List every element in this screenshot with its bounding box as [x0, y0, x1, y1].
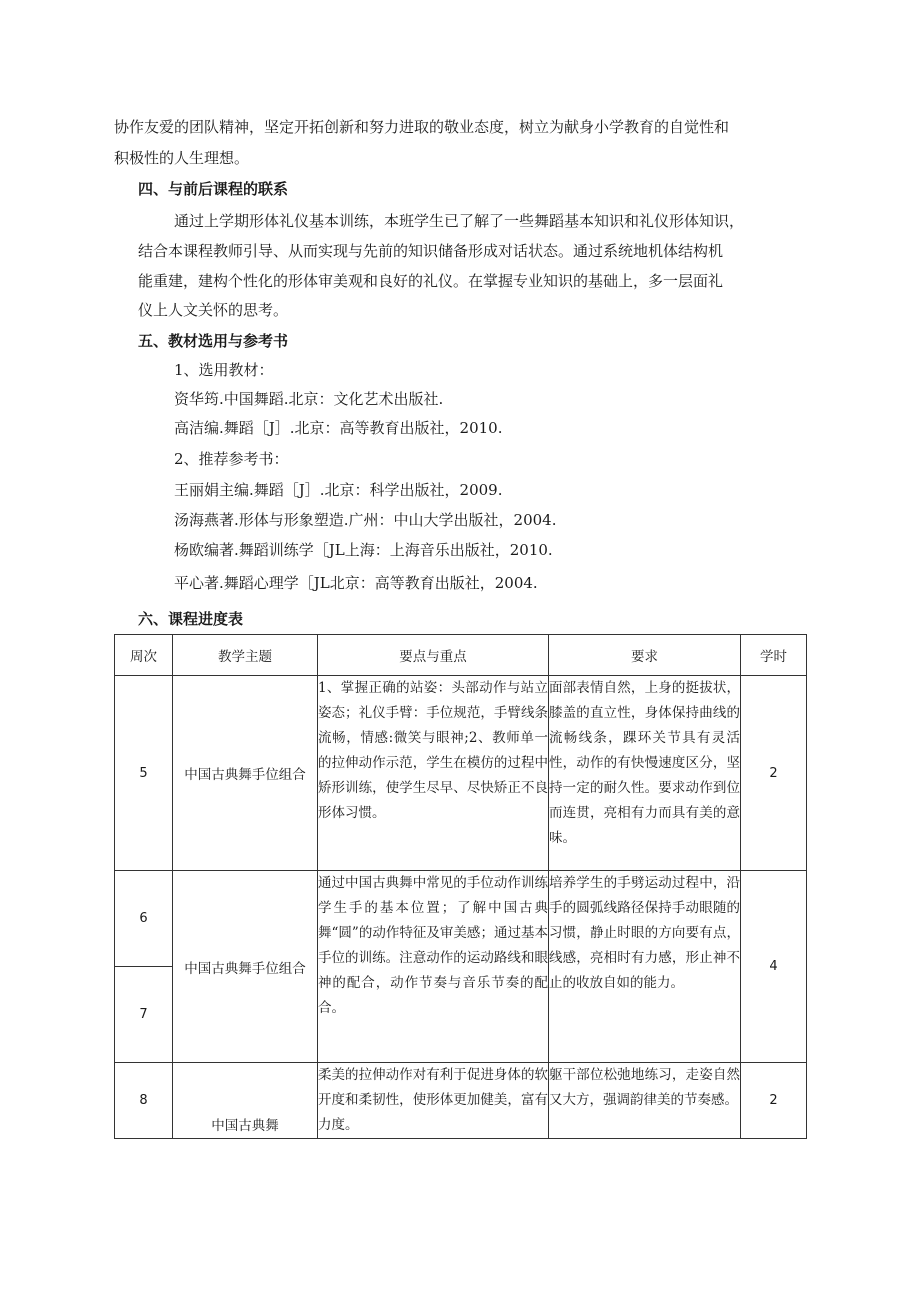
- requirements-cell: 躯干部位松弛地练习，走姿自然又大方，强调韵律美的节奏感。: [549, 1063, 741, 1139]
- header-key-points: 要点与重点: [318, 635, 549, 676]
- topic-cell: 中国古典舞手位组合: [173, 676, 318, 871]
- header-requirements: 要求: [549, 635, 741, 676]
- intro-line-2: 积极性的人生理想。: [114, 149, 250, 167]
- requirements-cell: 培养学生的手劈运动过程中，沿手的圆弧线路径保持手动眼随的习惯，静止时眼的方向要有点，线感，亮相时有力感，形止神不止的收放自如的能力。: [549, 871, 741, 1063]
- table-row: [115, 1063, 807, 1139]
- week-cell: 6: [115, 871, 173, 967]
- week-cell: 8: [115, 1063, 173, 1139]
- week-cell: 5: [115, 676, 173, 871]
- week-cell: 7: [115, 967, 173, 1063]
- hours-cell: 4: [741, 871, 807, 1063]
- hours-cell: 2: [741, 1063, 807, 1139]
- reference-line: 1、选用教材：: [174, 361, 274, 379]
- section-4-line: 仪上人文关怀的思考。: [138, 301, 289, 319]
- header-topic: 教学主题: [173, 635, 318, 676]
- header-hours: 学时: [741, 635, 807, 676]
- reference-line: 王丽娟主编.舞蹈［J］.北京：科学出版社，2009.: [174, 481, 503, 499]
- table-row: [115, 871, 807, 967]
- reference-line: 资华筠.中国舞蹈.北京：文化艺术出版社.: [174, 390, 444, 408]
- header-week: 周次: [115, 635, 173, 676]
- section-6-heading: 六、课程进度表: [138, 610, 244, 628]
- reference-line: 汤海燕著.形体与形象塑造.广州：中山大学出版社，2004.: [174, 511, 557, 529]
- requirements-cell: 面部表情自然，上身的挺拔状，膝盖的直立性，身体保持曲线的流畅线条，踝环关节具有灵活性，动作的有快慢速度区分，坚持一定的耐久性。要求动作到位而连贯，亮相有力而具有美的意味。: [549, 676, 741, 871]
- reference-line: 2、推荐参考书：: [174, 450, 289, 468]
- topic-cell: 中国古典舞手位组合: [173, 871, 318, 1063]
- hours-cell: 2: [741, 676, 807, 871]
- points-cell: 1、掌握正确的站姿：头部动作与站立姿态；礼仪手臂：手位规范，手臂线条流畅，情感:微笑与眼神;2、教师单一的拉伸动作示范，学生在模仿的过程中矫形训练，使学生尽早、尽快矫正不良形体习惯。: [318, 676, 549, 871]
- reference-line: 杨欧编著.舞蹈训练学［JL上海：上海音乐出版社，2010.: [174, 541, 553, 559]
- section-4-line: 结合本课程教师引导、从而实现与先前的知识储备形成对话状态。通过系统地机体结构机: [138, 242, 724, 260]
- reference-line: 高洁编.舞蹈［J］.北京：高等教育出版社，2010.: [174, 419, 503, 437]
- section-4-line: 能重建，建构个性化的形体审美观和良好的礼仪。在掌握专业知识的基础上，多一层面礼: [138, 272, 724, 290]
- topic-cell: 中国古典舞: [173, 1063, 318, 1139]
- section-4-heading: 四、与前后课程的联系: [138, 180, 289, 198]
- section-4-line: 通过上学期形体礼仪基本训练，本班学生已了解了一些舞蹈基本知识和礼仪形体知识，: [174, 212, 745, 230]
- table-header-row: [115, 635, 807, 676]
- points-cell: 柔美的拉伸动作对有利于促进身体的软开度和柔韧性，使形体更加健美，富有力度。: [318, 1063, 549, 1139]
- points-cell: 通过中国古典舞中常见的手位动作训练学生手的基本位置；了解中国古典舞“圆”的动作特征及审美感；通过基本手位的训练。注意动作的运动路线和眼神的配合，动作节奏与音乐节奏的配合。: [318, 871, 549, 1063]
- intro-line-1: 协作友爱的团队精神，坚定开拓创新和努力进取的敬业态度，树立为献身小学教育的自觉性和: [114, 118, 730, 136]
- section-5-heading: 五、教材选用与参考书: [138, 332, 289, 350]
- schedule-table: [114, 634, 807, 1139]
- reference-line: 平心著.舞蹈心理学［JL北京：高等教育出版社，2004.: [174, 574, 538, 592]
- table-row: [115, 676, 807, 871]
